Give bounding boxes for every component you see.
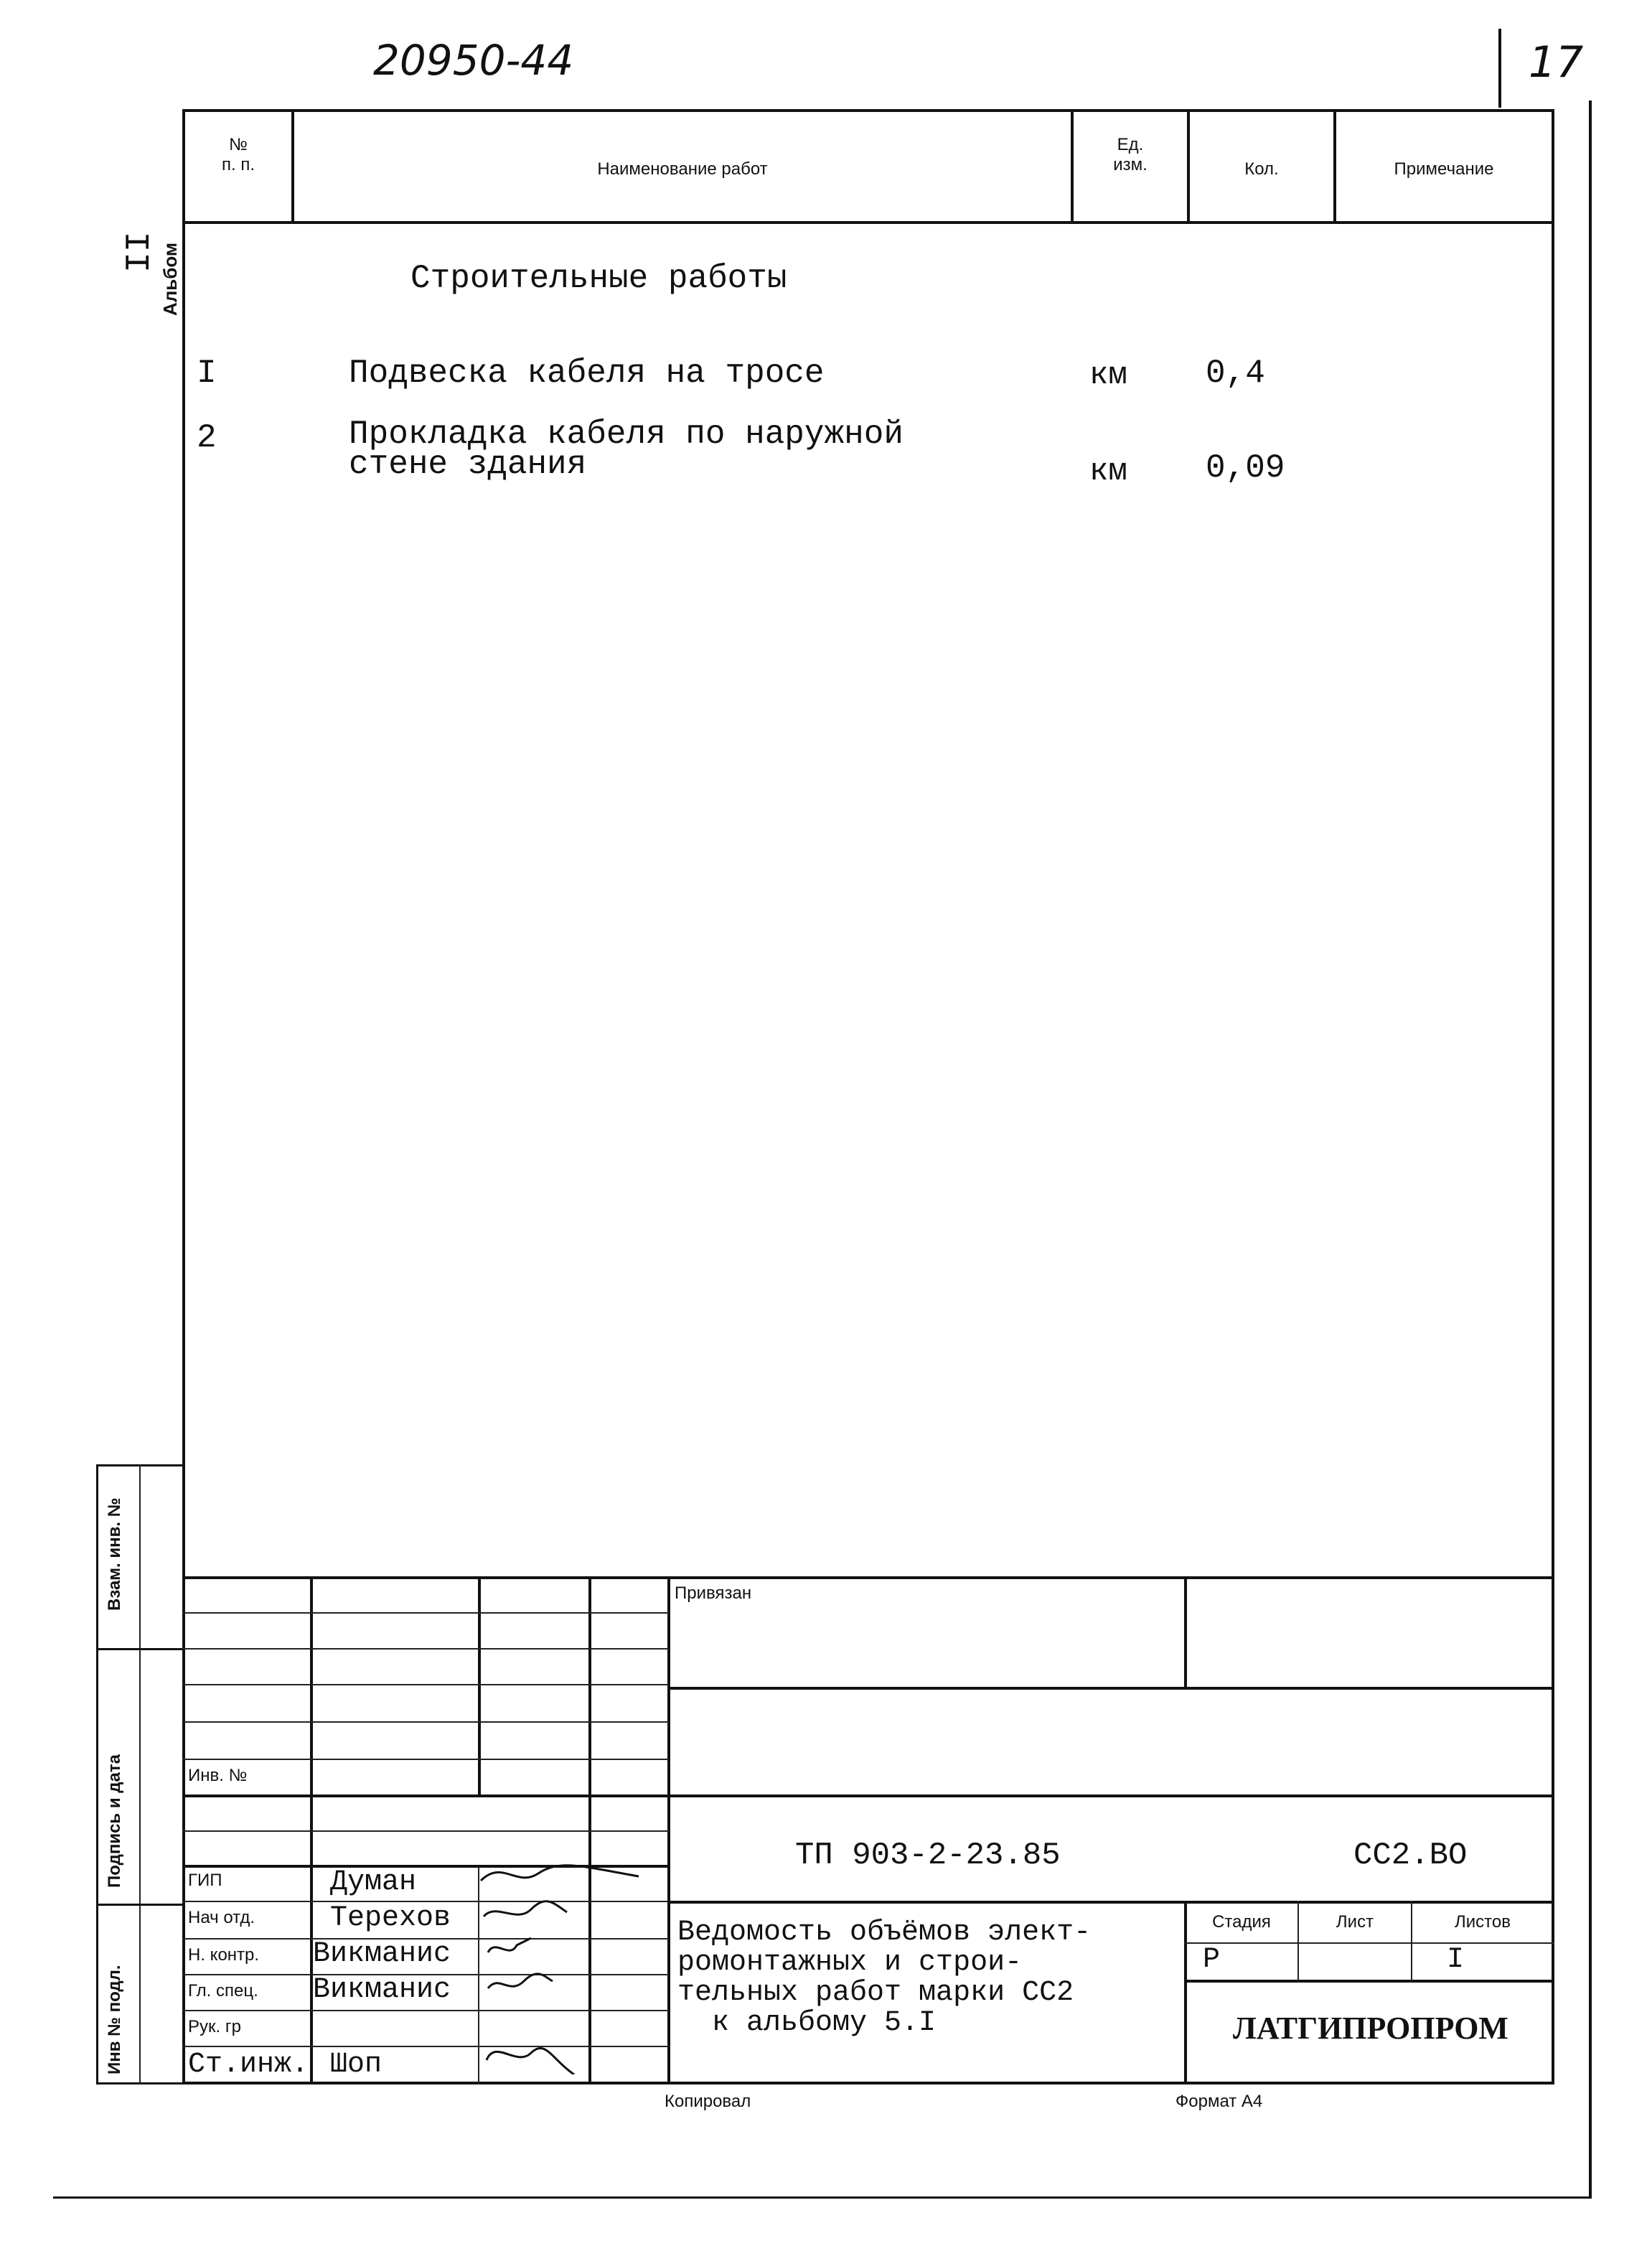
signature-3 (488, 1938, 531, 1952)
staff-role-1: ГИП (188, 1871, 222, 1890)
signature-2 (484, 1901, 567, 1917)
staff-name-3: Викманис (313, 1938, 451, 1970)
tb-right-row-2 (667, 1795, 1554, 1797)
doc-title: Ведомость объёмов элект- ромонтажных и строи- тельных работ марки СС2 к альбому 5.I (677, 1917, 1092, 2039)
sheets-value: I (1446, 1944, 1464, 1976)
stage-header: Стадия (1212, 1912, 1271, 1932)
organization: ЛАТГИПРОПРОМ (1233, 2011, 1508, 2046)
left-stamp-div-1 (96, 1648, 184, 1650)
row-2-name: Прокладка кабеля по наружной стене здания (349, 416, 904, 483)
staff-name-1: Думан (330, 1866, 417, 1899)
tb-row-3 (182, 1684, 669, 1685)
staff-name-2: Терехов (330, 1902, 451, 1934)
row-2-unit: км (1089, 454, 1127, 490)
stamp-vzam: Взам. инв. № (105, 1497, 124, 1611)
staff-role-2: Нач отд. (188, 1908, 255, 1927)
row-2-num: 2 (197, 419, 217, 457)
row-1-num: I (197, 355, 217, 392)
tb-row-1 (182, 1612, 669, 1614)
tb-row-7 (182, 1830, 669, 1832)
signature-5 (487, 2048, 574, 2074)
staff-role-6: Ст.инж. (188, 2049, 309, 2081)
tb-row-4 (182, 1721, 669, 1723)
signature-marks (474, 1859, 660, 2074)
doc-number: ТП 903-2-23.85 (795, 1838, 1061, 1873)
stamp-inv-podl: Инв № подл. (105, 1965, 124, 2074)
row-2-qty: 0,09 (1206, 449, 1285, 487)
stage-value: Р (1203, 1944, 1221, 1976)
doc-mark: СС2.ВО (1353, 1838, 1468, 1873)
header-qty: Кол. (1244, 159, 1279, 179)
staff-role-4: Гл. спец. (188, 1981, 258, 2001)
row-1-qty: 0,4 (1206, 355, 1265, 392)
left-stamp-inner-line (139, 1464, 141, 2084)
header-unit: Ед. изм. (1113, 135, 1148, 174)
tb-stage-row-2 (1184, 1980, 1554, 1983)
tb-row-2 (182, 1648, 669, 1650)
tb-row-6 (182, 1795, 669, 1797)
page-number: 17 (1529, 37, 1584, 88)
privyazan-label: Привязан (675, 1583, 752, 1603)
title-block-top (182, 1576, 1554, 1579)
album-label: Альбом (159, 242, 181, 316)
tb-stage-row (1184, 1942, 1554, 1944)
page-number-divider (1498, 29, 1501, 108)
inv-label: Инв. № (188, 1766, 248, 1785)
header-bottom-line (182, 221, 1554, 224)
sheet-header: Лист (1336, 1912, 1374, 1932)
footer-format: Формат А4 (1175, 2092, 1263, 2111)
outer-right-border (1589, 100, 1592, 2196)
row-1-unit: км (1089, 357, 1127, 393)
tb-col-b (478, 1576, 481, 1796)
main-frame (182, 109, 1554, 2084)
staff-role-3: Н. контр. (188, 1945, 260, 1965)
outer-bottom-border (53, 2196, 1592, 2199)
signature-1 (481, 1866, 639, 1881)
staff-name-6: Шоп (330, 2049, 383, 2081)
tb-privyazan-divider (1184, 1576, 1187, 1688)
doc-code: 20950-44 (373, 36, 574, 85)
left-stamp-div-2 (96, 1904, 184, 1906)
stamp-podpis: Подпись и дата (105, 1754, 124, 1888)
staff-name-4: Викманис (313, 1974, 451, 2006)
header-num: № п. п. (222, 135, 255, 174)
sheets-header: Листов (1455, 1912, 1511, 1932)
staff-role-5: Рук. гр (188, 2017, 241, 2036)
tb-right-row-1 (667, 1687, 1554, 1690)
album-roman: II (121, 231, 159, 273)
tb-right-row-3 (667, 1901, 1554, 1904)
row-1-name: Подвеска кабеля на тросе (349, 355, 825, 392)
signature-4 (488, 1974, 553, 1988)
tb-row-5 (182, 1759, 669, 1760)
header-note: Примечание (1394, 159, 1494, 179)
section-title: Строительные работы (410, 260, 787, 297)
footer-copied: Копировал (665, 2092, 751, 2111)
header-name: Наименование работ (597, 159, 768, 179)
